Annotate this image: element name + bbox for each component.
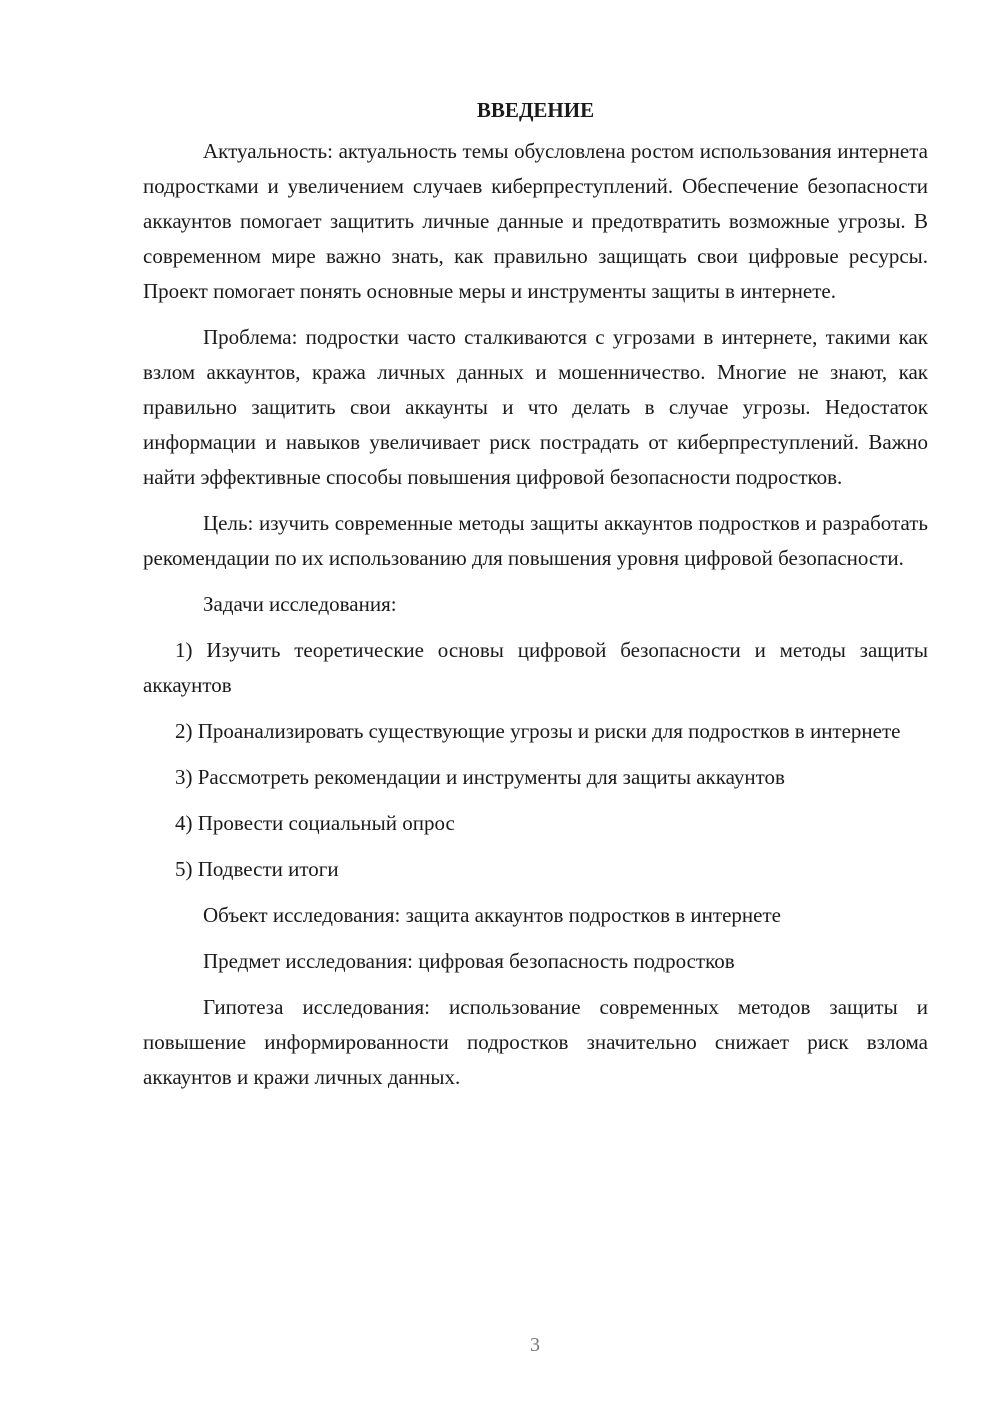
research-object: Объект исследования: защита аккаунтов подростков в интернете — [203, 903, 781, 927]
list-item: 2) Проанализировать существующие угрозы и риски для подростков в интернете — [175, 719, 901, 743]
list-item: 3) Рассмотреть рекомендации и инструменты для защиты аккаунтов — [175, 765, 785, 789]
list-item: 1) Изучить теоретические основы цифровой безопасности и методы защиты аккаунтов — [143, 638, 928, 697]
research-hypothesis: Гипотеза исследования: использование современных методов защиты и повышение информированности подростков значительно снижает риск взлома аккаунтов и кражи личных данных. — [143, 995, 928, 1089]
tasks-heading: Задачи исследования: — [203, 592, 397, 616]
document-page — [143, 93, 928, 1095]
page-title: ВВЕДЕНИЕ — [476, 98, 595, 122]
problem-paragraph: Проблема: подростки часто сталкиваются с угрозами в интернете, такими как взлом аккаунтов, кража личных данных и мошенничество. Многие не знают, как правильно защитить свои аккаунты и что делать в случае угрозы. Недостаток информации и навыков увеличивает риск пострадать от киберпреступлений. Важно найти эффективные способы повышения цифровой безопасности подростков. — [143, 325, 928, 489]
list-item: 4) Провести социальный опрос — [175, 811, 455, 835]
relevance-paragraph: Актуальность: актуальность темы обусловлена ростом использования интернета подростками и увеличением случаев киберпреступлений. Обеспечение безопасности аккаунтов помогает защитить личные данные и предотвратить возможные угрозы. В современном мире важно знать, как правильно защищать свои цифровые ресурсы. Проект помогает понять основные меры и инструменты защиты в интернете. — [143, 139, 928, 303]
page-number: 3 — [530, 1334, 540, 1356]
list-item: 5) Подвести итоги — [175, 857, 339, 881]
research-subject: Предмет исследования: цифровая безопасность подростков — [203, 949, 735, 973]
goal-paragraph: Цель: изучить современные методы защиты аккаунтов подростков и разработать рекомендации по их использованию для повышения уровня цифровой безопасности. — [143, 511, 928, 570]
